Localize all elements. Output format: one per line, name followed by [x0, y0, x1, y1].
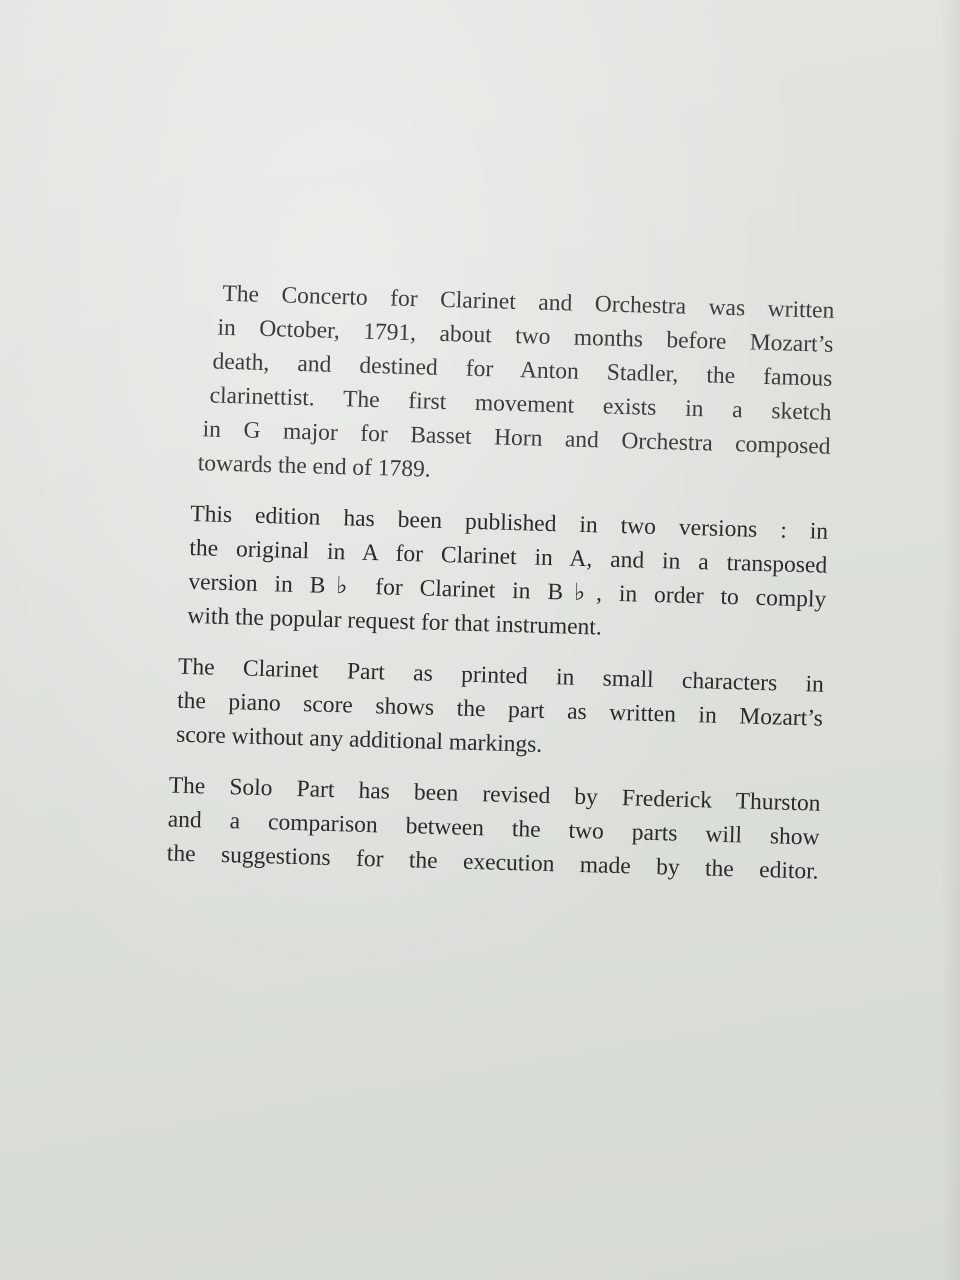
text-line: in G major for Basset Horn and Orchestra composed: [202, 416, 831, 460]
text-line: score without any additional markings.: [175, 721, 543, 758]
text-line: towards the end of 1789.: [197, 450, 432, 483]
paragraph-history: [189, 276, 834, 498]
text-line: the suggestions for the execution made by the editor.: [166, 840, 819, 885]
text-line: in October, 1791, about two months before Mozart’s: [217, 314, 834, 358]
page-edge-shadow: [942, 0, 960, 1280]
text-line: death, and destined for Anton Stadler, the famous: [212, 348, 833, 392]
text-line: version in B♭ for Clarinet in B♭, in order to comply: [188, 568, 827, 613]
text-line: This edition has been published in two versions : in: [189, 500, 829, 545]
text-line: The Solo Part has been revised by Frederick Thurston: [168, 772, 821, 817]
text-line: and a comparison between the two parts will show: [167, 806, 820, 851]
paragraph-editions: [187, 497, 829, 651]
paragraph-clarinet-part: [176, 650, 825, 770]
text-line: clarinettist. The first movement exists in a sketch: [209, 382, 832, 426]
text-line: The Concerto for Clarinet and Orchestra was written: [222, 280, 835, 324]
text-line: the original in A for Clarinet in A, and in a transposed: [189, 534, 828, 579]
text-line: The Clarinet Part as printed in small characters in: [177, 653, 825, 698]
preface-text: [166, 276, 835, 906]
text-line: with the popular request for that instrument.: [187, 602, 603, 641]
paragraph-solo-part: [166, 768, 821, 888]
text-line: the piano score shows the part as written in Mozart’s: [176, 687, 824, 732]
